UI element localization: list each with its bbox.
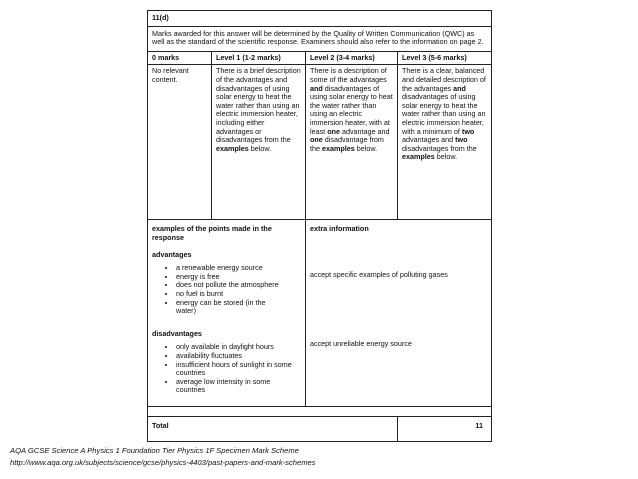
footer-citation: AQA GCSE Science A Physics 1 Foundation Tier Physics 1F Specimen Mark Scheme (10, 446, 299, 455)
level-2-header: Level 2 (3-4 marks) (306, 51, 398, 65)
disadvantages-list (152, 343, 301, 395)
examples-title: examples of the points made in the response (152, 224, 272, 242)
level-0-description: No relevant content. (148, 65, 212, 220)
extra-info-title: extra information (310, 224, 369, 234)
extra-info-cell (306, 220, 492, 407)
list-item: • average low intensity in some countries (176, 378, 301, 395)
extra-disadvantages-note: accept unreliable energy source (310, 338, 412, 348)
total-label: Total (148, 417, 398, 442)
mark-scheme-table (147, 10, 492, 442)
list-item: • does not pollute the atmosphere (176, 281, 301, 290)
level-1-description: There is a brief description of the advantages and disadvantages of using solar energy to heat the water rather than using an electric immersion heater, including either advantages or disadvantages from the examples below. (212, 65, 306, 220)
qwc-intro-text: Marks awarded for this answer will be determined by the Quality of Written Communication (QWC) as well as the standard of the scientific response. Examiners should also refer to the information on page 2. (148, 26, 492, 51)
extra-advantages-note: accept specific examples of polluting gases (310, 269, 448, 279)
list-item: • availability fluctuates (176, 352, 301, 361)
total-value: 11 (398, 417, 492, 442)
list-item: • no fuel is burnt (176, 290, 301, 299)
level-3-description: There is a clear, balanced and detailed description of the advantages and disadvantages of using solar energy to heat the water rather than using an electric immersion heater, with a minimum of two advantages and two disadvantages from the examples below. (398, 65, 492, 220)
list-item: • energy can be stored (in the water) (176, 299, 301, 316)
disadvantages-title: disadvantages (152, 328, 202, 338)
list-item: • a renewable energy source (176, 264, 301, 273)
list-item: • energy is free (176, 273, 301, 282)
source-footer (10, 445, 316, 468)
advantages-list (152, 264, 301, 316)
footer-url: http://www.aqa.org.uk/subjects/science/gcse/physics-4403/past-papers-and-mark-schemes (10, 457, 316, 467)
advantages-title: advantages (152, 249, 192, 259)
list-item: • only available in daylight hours (176, 343, 301, 352)
mark-scheme-page (147, 10, 491, 442)
level-2-description: There is a description of some of the advantages and disadvantages of using solar energy to heat the water rather than using an electric immersion heater, with at least one advantage and one disadvantage from the examples below. (306, 65, 398, 220)
level-1-header: Level 1 (1-2 marks) (212, 51, 306, 65)
question-number: 11(d) (148, 11, 492, 27)
level-3-header: Level 3 (5-6 marks) (398, 51, 492, 65)
list-item: • insufficient hours of sunlight in some countries (176, 361, 301, 378)
level-0-header: 0 marks (148, 51, 212, 65)
examples-cell (148, 220, 306, 407)
